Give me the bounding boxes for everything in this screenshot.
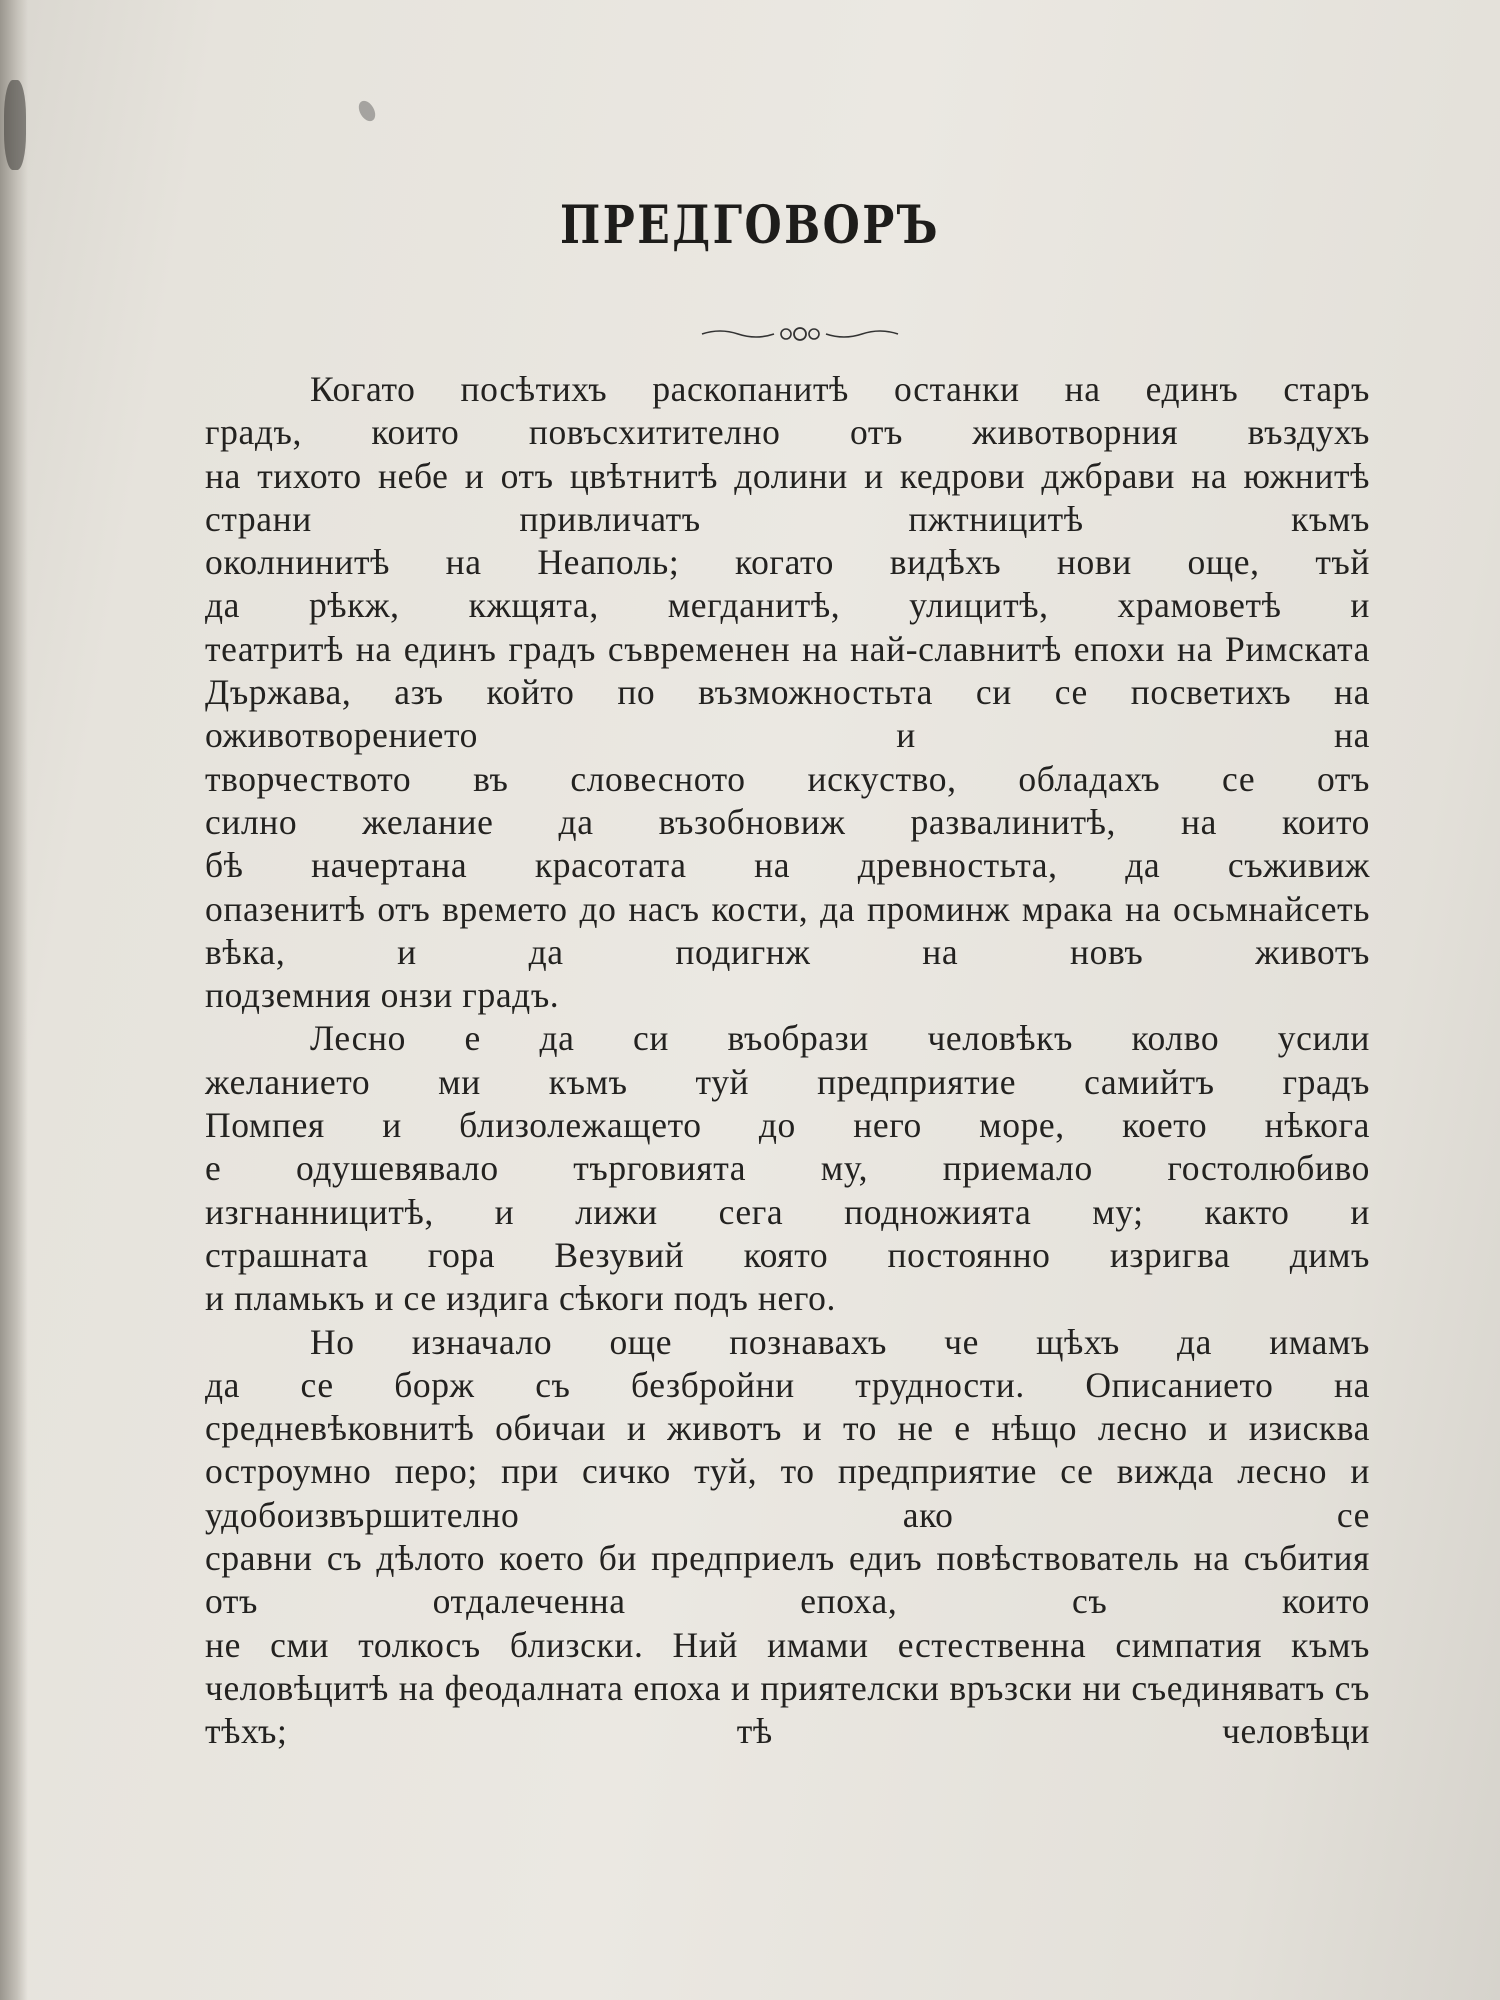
text-line: да рѣкж, кжщята, мегданитѣ, улицитѣ, храмоветѣ и (205, 585, 1370, 626)
text-line: Помпея и близолежащето до него море, което нѣкога (205, 1105, 1370, 1146)
text-line: и пламькъ и се издига сѣкоги подъ него. (205, 1278, 836, 1319)
title-ornament (700, 322, 900, 346)
ink-speck (355, 98, 378, 124)
text-line: да се борж съ безбройни трудности. Описанието на (205, 1364, 1370, 1405)
text-line: опазенитѣ отъ времето до насъ кости, да проминж мрака на осьмнайсеть вѣка, и да подигнж на новъ животъ (205, 888, 1370, 972)
body-text (205, 368, 1375, 1754)
text-line: подземния онзи градъ. (205, 975, 560, 1016)
text-line: сравни съ дѣлото което би предприелъ едиъ повѣствователь на събития отъ отдалеченна епоха, съ които (205, 1538, 1370, 1622)
ink-smudge (4, 80, 26, 170)
text-line: силно желание да възобновиж развалинитѣ, на които (205, 801, 1370, 842)
page-binding-edge (0, 0, 28, 2000)
text-line: театритѣ на единъ градъ съвременен на най-славнитѣ епохи на Римската Държава, азъ който по възможностьта си се посветихъ на оживотворението и на (205, 628, 1370, 756)
text-line: Когато посѣтихъ раскопанитѣ останки на единъ старъ (310, 369, 1370, 409)
text-line: на тихото небе и отъ цвѣтнитѣ долини и кедрови джбрави на южнитѣ страни привличатъ пжтницитѣ къмъ (205, 455, 1370, 539)
text-line: Лесно е да си въобрази человѣкъ колво усили (310, 1018, 1370, 1059)
text-line: желанието ми къмъ туй предприятие самийтъ градъ (205, 1061, 1370, 1102)
text-line: творчеството въ словесното искуство, обладахъ се отъ (205, 758, 1370, 799)
text-line: бѣ начертана красотата на древностьта, да съживиж (205, 845, 1370, 886)
text-line: градъ, които повъсхитително отъ животворния въздухъ (205, 412, 1370, 453)
text-line: околнинитѣ на Неаполь; когато видѣхъ нови още, тъй (205, 542, 1370, 583)
text-line: страшната гора Везувий която постоянно изригва димъ (205, 1234, 1370, 1275)
text-line: Но изначало още познавахъ че щѣхъ да имамъ (310, 1321, 1370, 1362)
text-line: е одушевявало търговията му, приемало гостолюбиво (205, 1148, 1370, 1189)
text-line: изгнанницитѣ, и лижи сега подножията му; както и (205, 1191, 1370, 1232)
text-line: средневѣковнитѣ обичаи и животъ и то не е нѣщо лесно и изисква остроумно перо; при сичко туй, то предприятие се вижда лесно и удобоизвършително ако се (205, 1408, 1370, 1535)
page-title: ПРЕДГОВОРЪ (560, 195, 940, 256)
text-line: не сми толкосъ близски. Ний имами естественна симпатия къмъ человѣцитѣ на феодалната епоха и приятелски връзски ни съединяватъ съ тѣхъ; тѣ человѣци (205, 1624, 1370, 1752)
